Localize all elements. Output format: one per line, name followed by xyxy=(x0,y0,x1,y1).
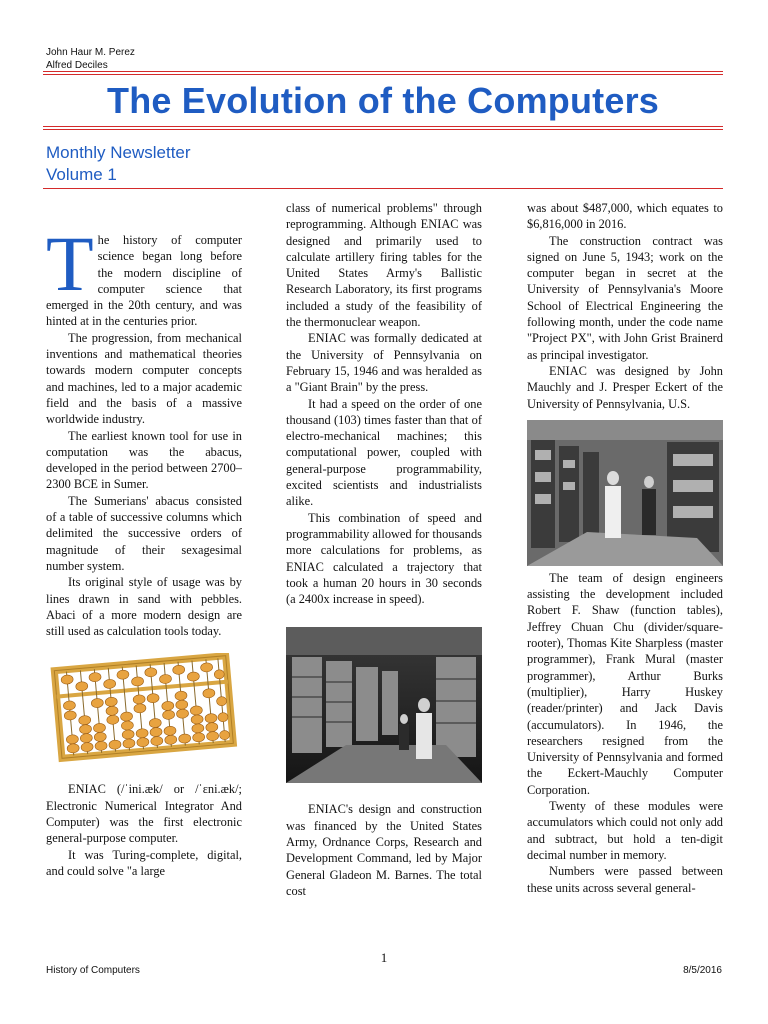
paragraph: The earliest known tool for use in computation was the abacus, developed in the period between 2700–2300 BCE in Sumer. xyxy=(46,428,242,492)
footer-date: 8/5/2016 xyxy=(683,965,722,976)
paragraph: It had a speed on the order of one thousand (103) times faster than that of electro-mechanical machines; this computational power, coupled with general-purpose programmability, excited scientists and industrialists alike. xyxy=(286,396,482,509)
page-number: 1 xyxy=(380,950,388,965)
paragraph: Its original style of usage was by lines drawn in sand with pebbles. Abaci of a more modern design are still used as calculation tools today. xyxy=(46,575,242,639)
paragraph: class of numerical problems" through reprogramming. Although ENIAC was designed and primarily used to calculate artillery firing tables for the United States Army's Ballistic Research Laboratory, its first programs included a study of the feasibility of the thermonuclear weapon. xyxy=(286,201,482,330)
drop-cap: T xyxy=(46,220,94,307)
top-rule-2 xyxy=(43,74,723,75)
paragraph: The team of design engineers assisting the development included Robert F. Shaw (function tables), Jeffrey Chuan Chu (divider/square-rooter), Thomas Kite Sharpless (master programmer), Frank Mural (master programmer), Arthur Burks (multiplier), Harry Huskey (reader/printer) and Jack Davis (accumulators). In 1946, the researchers resigned from the University of Pennsylvania and formed the Eckert-Mauchly Computer Corporation. xyxy=(527,570,723,797)
paragraph: It was Turing-complete, digital, and could solve "a large xyxy=(46,847,242,878)
author-names xyxy=(46,46,135,72)
abacus-image xyxy=(46,653,242,765)
newsletter-subtitle xyxy=(46,142,191,186)
author-1: John Haur M. Perez xyxy=(46,47,135,58)
newsletter-title: The Evolution of the Computers xyxy=(107,80,659,121)
subtitle-monthly: Monthly Newsletter xyxy=(46,143,191,162)
paragraph: The Sumerians' abacus consisted of a table of successive columns which delimited the successive orders of magnitude of their sexagesimal number system. xyxy=(46,493,242,573)
paragraph: This combination of speed and programmability allowed for thousands more calculations for problems, as ENIAC calculated a trajectory that took a human 20 hours in 30 seconds (a 2400x increase in speed). xyxy=(286,510,482,607)
eniac-photo-1 xyxy=(286,627,482,783)
paragraph-intro: The history of computer science began long before the modern discipline of computer science that emerged in the 20th century, and was hinted at in the centuries prior. xyxy=(46,220,242,329)
eniac-photo-2 xyxy=(527,420,723,566)
subtitle-volume: Volume 1 xyxy=(46,165,117,184)
paragraph: was about $487,000, which equates to $6,816,000 in 2016. xyxy=(527,201,723,232)
paragraph: Numbers were passed between these units across several general- xyxy=(527,864,723,895)
column-3 xyxy=(527,200,723,896)
paragraph: ENIAC was designed by John Mauchly and J. Presper Eckert of the University of Pennsylvania, U.S. xyxy=(527,363,723,411)
paragraph: The construction contract was signed on June 5, 1943; work on the computer began in secret at the University of Pennsylvania's Moore School of Electrical Engineering the following month, under the code name "Project PX", with John Grist Brainerd as principal investigator. xyxy=(527,233,723,362)
paragraph: ENIAC (/ˈini.æk/ or /ˈɛni.æk/; Electronic Numerical Integrator And Computer) was the first electronic general-purpose computer. xyxy=(46,782,242,846)
paragraph: ENIAC's design and construction was financed by the United States Army, Ordnance Corps, Research and Development Command, led by Major General Gladeon M. Barnes. The total cost xyxy=(286,802,482,898)
column-1 xyxy=(46,220,242,879)
top-rule xyxy=(43,71,723,72)
paragraph: The progression, from mechanical inventions and mathematical theories towards modern computer concepts and machines, led to a major academic field and the basis of a massive worldwide industry. xyxy=(46,330,242,427)
paragraph: Twenty of these modules were accumulators which could not only add and subtract, but hold a ten-digit decimal number in memory. xyxy=(527,799,723,862)
title-rule xyxy=(43,126,723,127)
column-2 xyxy=(286,200,482,899)
title-rule-2 xyxy=(43,129,723,130)
footer-title: History of Computers xyxy=(46,965,140,976)
author-2: Alfred Deciles xyxy=(46,60,108,71)
subtitle-rule xyxy=(43,188,723,189)
paragraph: ENIAC was formally dedicated at the University of Pennsylvania on February 15, 1946 and was heralded as a "Giant Brain" by the press. xyxy=(286,331,482,395)
